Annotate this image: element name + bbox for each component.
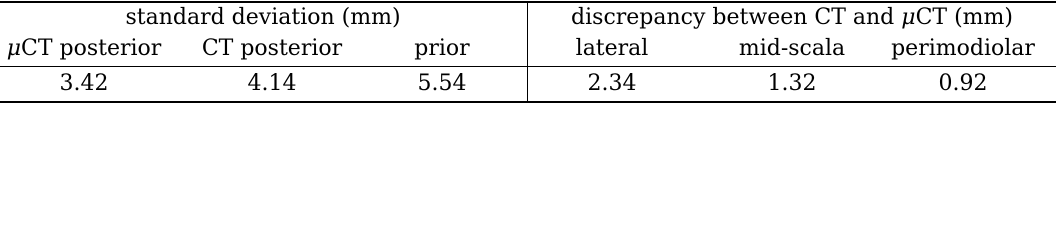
header-mu-ct-posterior: μCT posterior — [6, 36, 162, 61]
header-perimodiolar: perimodiolar — [891, 36, 1035, 61]
value-perimodiolar: 0.92 — [938, 71, 988, 96]
header-ct-posterior: CT posterior — [201, 36, 343, 61]
results-table — [0, 0, 1056, 104]
value-ct-posterior: 4.14 — [247, 71, 297, 96]
value-mid-scala: 1.32 — [767, 71, 817, 96]
header-mid-scala: mid-scala — [738, 36, 846, 61]
value-lateral: 2.34 — [587, 71, 637, 96]
group-header-discrepancy — [571, 6, 1013, 30]
table-mid-rule — [0, 66, 1056, 67]
table-top-rule — [0, 1, 1056, 3]
group-header-std: standard deviation (mm) — [125, 5, 401, 30]
header-prior: prior — [414, 36, 470, 61]
group-header-discrepancy-text: discrepancy between CT and μCT (mm) — [571, 5, 1013, 30]
column-divider — [527, 1, 528, 103]
value-mu-ct-posterior: 3.42 — [59, 71, 109, 96]
header-lateral: lateral — [575, 36, 649, 61]
table-bottom-rule — [0, 101, 1056, 103]
value-prior: 5.54 — [417, 71, 467, 96]
